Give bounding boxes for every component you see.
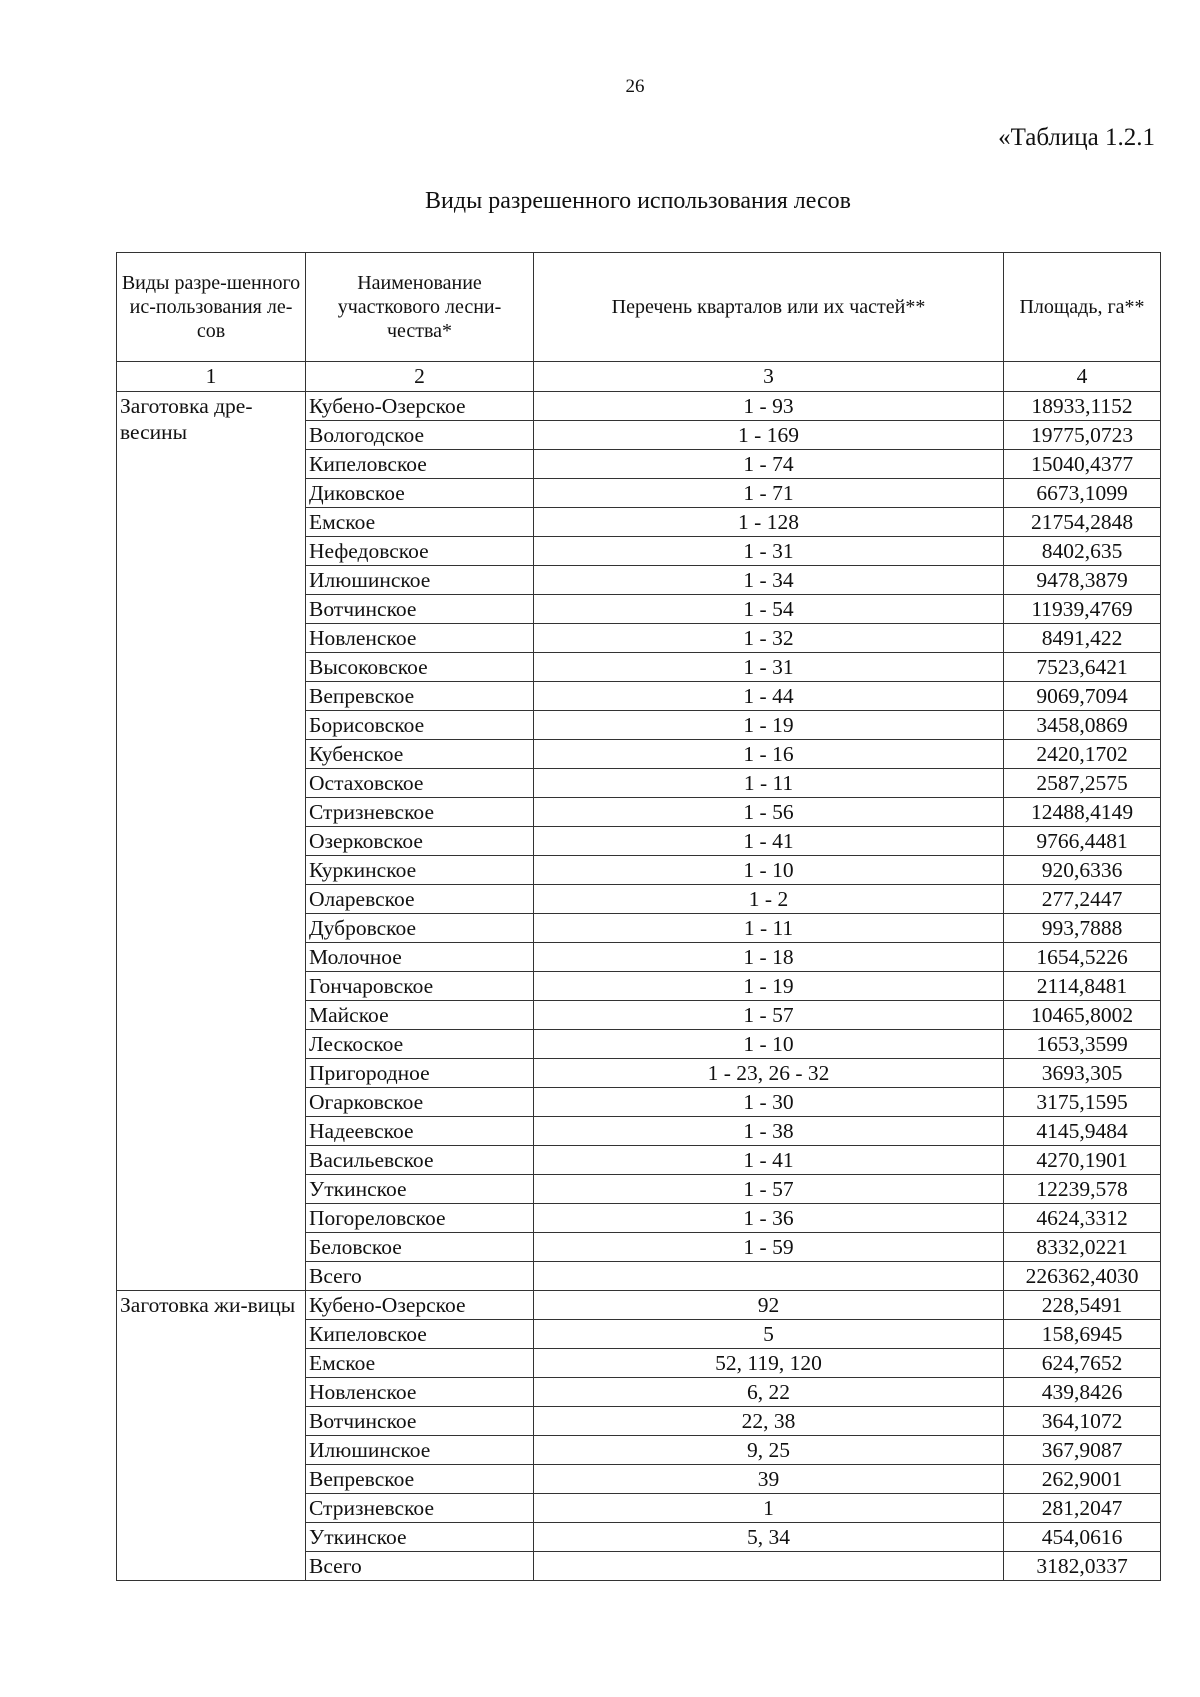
quarters-cell: 1 - 30 <box>534 1088 1004 1117</box>
quarters-cell: 39 <box>534 1465 1004 1494</box>
quarters-cell: 1 - 10 <box>534 856 1004 885</box>
quarters-cell: 1 - 169 <box>534 421 1004 450</box>
quarters-cell: 1 - 10 <box>534 1030 1004 1059</box>
column-header: Виды разре-шенного ис-пользования ле-сов <box>117 253 306 362</box>
use-type-cell: Заготовка жи-вицы <box>117 1291 306 1581</box>
quarters-cell: 5 <box>534 1320 1004 1349</box>
quarters-cell: 1 - 38 <box>534 1117 1004 1146</box>
forestry-name-cell: Надеевское <box>306 1117 534 1146</box>
quarters-cell: 1 - 57 <box>534 1175 1004 1204</box>
forestry-name-cell: Диковское <box>306 479 534 508</box>
forestry-name-cell: Уткинское <box>306 1175 534 1204</box>
area-cell: 226362,4030 <box>1004 1262 1161 1291</box>
forest-use-table <box>116 252 1161 1581</box>
header-row <box>117 253 1161 362</box>
table-row <box>117 1291 1161 1320</box>
quarters-cell: 1 <box>534 1494 1004 1523</box>
column-header: Перечень кварталов или их частей** <box>534 253 1004 362</box>
forestry-name-cell: Беловское <box>306 1233 534 1262</box>
forestry-name-cell: Гончаровское <box>306 972 534 1001</box>
quarters-cell: 1 - 59 <box>534 1233 1004 1262</box>
quarters-cell: 1 - 93 <box>534 392 1004 421</box>
forestry-name-cell: Вологодское <box>306 421 534 450</box>
quarters-cell: 1 - 19 <box>534 711 1004 740</box>
table-title: Виды разрешенного использования лесов <box>425 188 851 214</box>
quarters-cell: 5, 34 <box>534 1523 1004 1552</box>
forestry-name-cell: Кубено-Озерское <box>306 1291 534 1320</box>
area-cell: 4270,1901 <box>1004 1146 1161 1175</box>
area-cell: 158,6945 <box>1004 1320 1161 1349</box>
forestry-name-cell: Лескоское <box>306 1030 534 1059</box>
forestry-name-cell: Уткинское <box>306 1523 534 1552</box>
forestry-name-cell: Озерковское <box>306 827 534 856</box>
quarters-cell: 9, 25 <box>534 1436 1004 1465</box>
quarters-cell: 1 - 2 <box>534 885 1004 914</box>
area-cell: 4145,9484 <box>1004 1117 1161 1146</box>
quarters-cell: 1 - 11 <box>534 914 1004 943</box>
forestry-name-cell: Кипеловское <box>306 450 534 479</box>
area-cell: 3182,0337 <box>1004 1552 1161 1581</box>
quarters-cell: 1 - 31 <box>534 653 1004 682</box>
area-cell: 920,6336 <box>1004 856 1161 885</box>
forestry-name-cell: Новленское <box>306 624 534 653</box>
quarters-cell: 52, 119, 120 <box>534 1349 1004 1378</box>
area-cell: 9069,7094 <box>1004 682 1161 711</box>
quarters-cell: 1 - 44 <box>534 682 1004 711</box>
quarters-cell <box>534 1262 1004 1291</box>
forestry-name-cell: Всего <box>306 1552 534 1581</box>
area-cell: 18933,1152 <box>1004 392 1161 421</box>
forestry-name-cell: Куркинское <box>306 856 534 885</box>
column-header: Наименование участкового лесни-чества* <box>306 253 534 362</box>
forestry-name-cell: Емское <box>306 508 534 537</box>
area-cell: 7523,6421 <box>1004 653 1161 682</box>
forestry-name-cell: Вотчинское <box>306 595 534 624</box>
quarters-cell: 1 - 23, 26 - 32 <box>534 1059 1004 1088</box>
column-number: 1 <box>117 362 306 392</box>
forestry-name-cell: Оларевское <box>306 885 534 914</box>
area-cell: 11939,4769 <box>1004 595 1161 624</box>
quarters-cell: 1 - 16 <box>534 740 1004 769</box>
quarters-cell: 92 <box>534 1291 1004 1320</box>
area-cell: 1654,5226 <box>1004 943 1161 972</box>
column-number-row <box>117 362 1161 392</box>
quarters-cell: 1 - 57 <box>534 1001 1004 1030</box>
column-header: Площадь, га** <box>1004 253 1161 362</box>
forestry-name-cell: Вотчинское <box>306 1407 534 1436</box>
quarters-cell: 1 - 19 <box>534 972 1004 1001</box>
forestry-name-cell: Дубровское <box>306 914 534 943</box>
forestry-name-cell: Пригородное <box>306 1059 534 1088</box>
quarters-cell: 22, 38 <box>534 1407 1004 1436</box>
quarters-cell: 6, 22 <box>534 1378 1004 1407</box>
forestry-name-cell: Вепревское <box>306 682 534 711</box>
quarters-cell: 1 - 32 <box>534 624 1004 653</box>
column-number: 2 <box>306 362 534 392</box>
quarters-cell: 1 - 128 <box>534 508 1004 537</box>
area-cell: 12488,4149 <box>1004 798 1161 827</box>
quarters-cell: 1 - 36 <box>534 1204 1004 1233</box>
forestry-name-cell: Илюшинское <box>306 566 534 595</box>
forestry-name-cell: Нефедовское <box>306 537 534 566</box>
area-cell: 8402,635 <box>1004 537 1161 566</box>
area-cell: 1653,3599 <box>1004 1030 1161 1059</box>
forestry-name-cell: Всего <box>306 1262 534 1291</box>
area-cell: 9766,4481 <box>1004 827 1161 856</box>
area-cell: 262,9001 <box>1004 1465 1161 1494</box>
forestry-name-cell: Стризневское <box>306 798 534 827</box>
quarters-cell <box>534 1552 1004 1581</box>
table-row <box>117 392 1161 421</box>
forestry-name-cell: Вепревское <box>306 1465 534 1494</box>
area-cell: 454,0616 <box>1004 1523 1161 1552</box>
quarters-cell: 1 - 74 <box>534 450 1004 479</box>
forestry-name-cell: Молочное <box>306 943 534 972</box>
quarters-cell: 1 - 31 <box>534 537 1004 566</box>
area-cell: 364,1072 <box>1004 1407 1161 1436</box>
area-cell: 228,5491 <box>1004 1291 1161 1320</box>
forestry-name-cell: Огарковское <box>306 1088 534 1117</box>
use-type-cell: Заготовка дре-весины <box>117 392 306 1291</box>
area-cell: 19775,0723 <box>1004 421 1161 450</box>
forestry-name-cell: Новленское <box>306 1378 534 1407</box>
quarters-cell: 1 - 11 <box>534 769 1004 798</box>
forestry-name-cell: Борисовское <box>306 711 534 740</box>
area-cell: 10465,8002 <box>1004 1001 1161 1030</box>
area-cell: 2587,2575 <box>1004 769 1161 798</box>
quarters-cell: 1 - 56 <box>534 798 1004 827</box>
area-cell: 3458,0869 <box>1004 711 1161 740</box>
quarters-cell: 1 - 41 <box>534 827 1004 856</box>
page-number: 26 <box>625 76 645 97</box>
area-cell: 9478,3879 <box>1004 566 1161 595</box>
area-cell: 8491,422 <box>1004 624 1161 653</box>
area-cell: 439,8426 <box>1004 1378 1161 1407</box>
area-cell: 2420,1702 <box>1004 740 1161 769</box>
quarters-cell: 1 - 71 <box>534 479 1004 508</box>
area-cell: 993,7888 <box>1004 914 1161 943</box>
forestry-name-cell: Кипеловское <box>306 1320 534 1349</box>
area-cell: 624,7652 <box>1004 1349 1161 1378</box>
area-cell: 12239,578 <box>1004 1175 1161 1204</box>
forestry-name-cell: Остаховское <box>306 769 534 798</box>
table-reference: «Таблица 1.2.1 <box>998 124 1155 151</box>
area-cell: 2114,8481 <box>1004 972 1161 1001</box>
forestry-name-cell: Васильевское <box>306 1146 534 1175</box>
area-cell: 15040,4377 <box>1004 450 1161 479</box>
quarters-cell: 1 - 41 <box>534 1146 1004 1175</box>
forestry-name-cell: Кубено-Озерское <box>306 392 534 421</box>
area-cell: 367,9087 <box>1004 1436 1161 1465</box>
area-cell: 4624,3312 <box>1004 1204 1161 1233</box>
quarters-cell: 1 - 18 <box>534 943 1004 972</box>
forestry-name-cell: Емское <box>306 1349 534 1378</box>
column-number: 3 <box>534 362 1004 392</box>
forestry-name-cell: Майское <box>306 1001 534 1030</box>
forestry-name-cell: Стризневское <box>306 1494 534 1523</box>
area-cell: 3175,1595 <box>1004 1088 1161 1117</box>
forestry-name-cell: Высоковское <box>306 653 534 682</box>
area-cell: 3693,305 <box>1004 1059 1161 1088</box>
area-cell: 277,2447 <box>1004 885 1161 914</box>
area-cell: 281,2047 <box>1004 1494 1161 1523</box>
quarters-cell: 1 - 34 <box>534 566 1004 595</box>
area-cell: 21754,2848 <box>1004 508 1161 537</box>
forestry-name-cell: Илюшинское <box>306 1436 534 1465</box>
quarters-cell: 1 - 54 <box>534 595 1004 624</box>
area-cell: 8332,0221 <box>1004 1233 1161 1262</box>
forestry-name-cell: Погореловское <box>306 1204 534 1233</box>
forestry-name-cell: Кубенское <box>306 740 534 769</box>
column-number: 4 <box>1004 362 1161 392</box>
area-cell: 6673,1099 <box>1004 479 1161 508</box>
